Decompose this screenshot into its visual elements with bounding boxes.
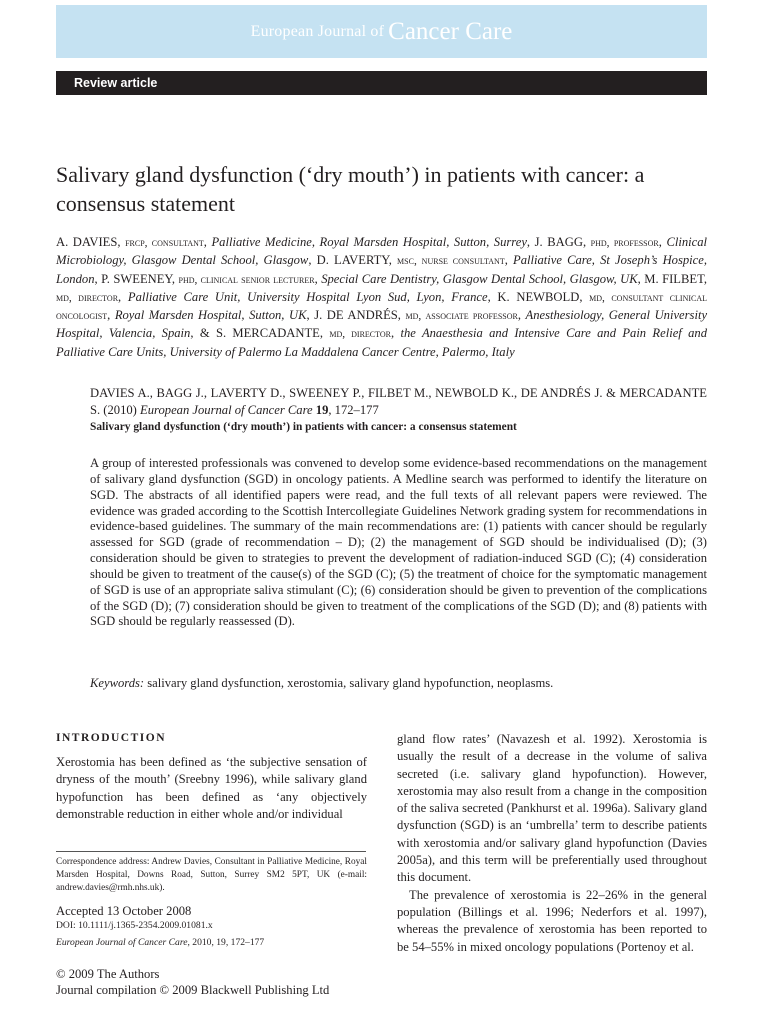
journal-banner [56,5,707,58]
left-column [56,732,367,823]
intro-paragraph-left: Xerostomia has been defined as ‘the subjective sensation of dryness of the mouth’ (Sreebny 1996), while salivary gland hypofunction has been defined as ‘any objectively demonstrable reduction in either whole and/or individual [56,755,367,821]
author-degrees: msc, nurse consultant [397,255,505,268]
copyright [56,967,329,998]
citation-line [90,385,707,418]
author-degrees: phd, professor [590,237,659,249]
footnote-divider [56,851,366,852]
author-name: A. DAVIES [56,235,118,249]
author-affiliation: Palliative Care Unit, University Hospital Lyon Sud, Lyon, France [127,289,488,304]
author-name: M. FILBET [644,271,704,286]
author-list: A. DAVIES, frcp, consultant, Palliative Medicine, Royal Marsden Hospital, Sutton, Surrey, J. BAGG, phd, professor, Clinical Microbiology, Glasgow Dental School, Glasgow, D. LAVERTY, msc, nurse consultant, Palliative Care, St Joseph’s Hospice, London, P. SWEENEY, phd, clinical senior lecturer, Special Care Dentistry, Glasgow Dental School, Glasgow, UK, M. FILBET, md, director, Palliative Care Unit, University Hospital Lyon Sud, Lyon, France, K. NEWBOLD, md, consultant clinical oncologist, Royal Marsden Hospital, Sutton, UK, J. DE ANDRÉS, md, associate professor, Anesthesiology, General University Hospital, Valencia, Spain, & S. MERCADANTE, md, director, the Anaesthesia and Intensive Care and Pain Relief and Palliative Care Units, University of Palermo La Maddalena Cancer Centre, Palermo, Italy [56,235,708,359]
author-degrees: md, associate professor [405,310,518,323]
author-affiliation: Royal Marsden Hospital, Sutton, UK [114,308,307,323]
author-name: J. BAGG [534,235,583,249]
keywords-text: salivary gland dysfunction, xerostomia, salivary gland hypofunction, neoplasms. [147,676,554,690]
accepted-date: Accepted 13 October 2008 [56,904,192,918]
author-degrees: md, director [56,291,119,304]
citation-authors: DAVIES A., BAGG J., LAVERTY D., SWEENEY P., FILBET M., NEWBOLD K., DE ANDRÉS J. & MERCADANTE S. (2010) [90,386,707,417]
article-type: Review article [74,76,158,90]
intro-paragraph-right-2: The prevalence of xerostomia is 22–26% in the general population (Billings et al. 1996; Nederfors et al. 1997), whereas the prevalence of xerostomia has been reported to be 54–55% in mixed oncology populations (Portenoy et al. [397,887,707,954]
author-name: S. MERCADANTE [215,326,320,341]
citation-pages: , 172–177 [328,402,379,417]
doi: DOI: 10.1111/j.1365-2354.2009.01081.x [56,920,213,931]
citation-title: Salivary gland dysfunction (‘dry mouth’) in patients with cancer: a consensus statement [90,421,517,433]
author-name: D. LAVERTY [316,253,389,268]
author-name: P. SWEENEY [101,271,172,286]
author-name: K. NEWBOLD [497,289,580,304]
author-affiliation: Palliative Medicine, Royal Marsden Hospital, Sutton, Surrey [211,235,527,249]
author-affiliation: Special Care Dentistry, Glasgow Dental School, Glasgow, UK [321,271,638,286]
citation-journal: European Journal of Cancer Care [140,402,313,417]
author-affiliation: the Anaesthesia and Intensive Care and Pain Relief and Palliative Care Units, University of Palermo La Maddalena Cancer Centre, Palermo, Italy [56,326,707,359]
author-degrees: frcp, consultant [125,237,204,249]
author-name: J. DE ANDRÉS [314,308,398,323]
right-column [397,731,707,956]
section-heading-introduction: INTRODUCTION [56,732,167,744]
keywords [90,676,707,691]
copyright-line-2: Journal compilation © 2009 Blackwell Publishing Ltd [56,982,330,997]
author-affiliation: Anesthesiology, General University Hospital, Valencia, Spain [56,308,708,341]
author-degrees: phd, clinical senior lecturer [178,273,315,286]
author-degrees: md, consultant clinical oncologist [56,291,708,323]
author-affiliation: Palliative Care, St Joseph’s Hospice, London [56,253,708,286]
keywords-label: Keywords: [90,676,145,690]
intro-paragraph-right-1: gland flow rates’ (Navazesh et al. 1992). Xerostomia is usually the result of a decrease in the volume of saliva secreted (i.e. salivary gland hypofunction). However, xerostomia may also result from a change in the composition of the saliva secreted (Pankhurst et al. 1996a). Salivary gland dysfunction (SGD) is an ‘umbrella’ term to describe patients with xerostomia and/or salivary gland hypofunction (Davies 2005a), and this term will be preferentially used throughout this document. [397,732,707,885]
author-affiliation: Clinical Microbiology, Glasgow Dental School, Glasgow [56,235,708,268]
abstract: A group of interested professionals was convened to develop some evidence-based recommendations on the management of salivary gland dysfunction (SGD) in oncology patients. A Medline search was performed to identify the literature on SGD. The abstracts of all identified papers were read, and the full texts of all relevant papers were reviewed. The evidence was graded according to the Scottish Intercollegiate Guidelines Network grading system for recommendations in evidence-based guidelines. The summary of the main recommendations are: (1) patients with cancer should be regularly assessed for SGD (grade of recommendation – D); (2) the management of SGD should be individualised (D); (3) consideration should be given to strategies to prevent the development of radiation-induced SGD (C); (4) consideration should be given to treatment of the cause(s) of the SGD (C); (5) the treatment of choice for the symptomatic management of SGD is use of an appropriate saliva stimulant (C); (6) consideration should be given to prevention of the complications of the SGD (D); (7) consideration should be given to treatment of the complications of the SGD (D); and (8) patients with SGD should be regularly reassessed (D). [90,456,707,629]
journal-reference [56,937,264,948]
article-type-bar [56,71,707,95]
journal-reference-details: , 2010, 19, 172–177 [187,937,265,948]
journal-name-main: Cancer Care [388,17,513,45]
journal-name-prefix: European Journal of [250,22,385,40]
copyright-line-1: © 2009 The Authors [56,967,160,981]
article-title: Salivary gland dysfunction (‘dry mouth’) in patients with cancer: a consensus statement [56,162,645,216]
journal-reference-name: European Journal of Cancer Care [56,937,188,948]
author-degrees: md, director [329,328,391,341]
correspondence-address: Correspondence address: Andrew Davies, Consultant in Palliative Medicine, Royal Marsden Hospital, Downs Road, Sutton, Surrey SM2 5PT, UK (e-mail: andrew.davies@rmh.nhs.uk). [56,857,367,893]
citation-volume: 19 [315,402,329,417]
